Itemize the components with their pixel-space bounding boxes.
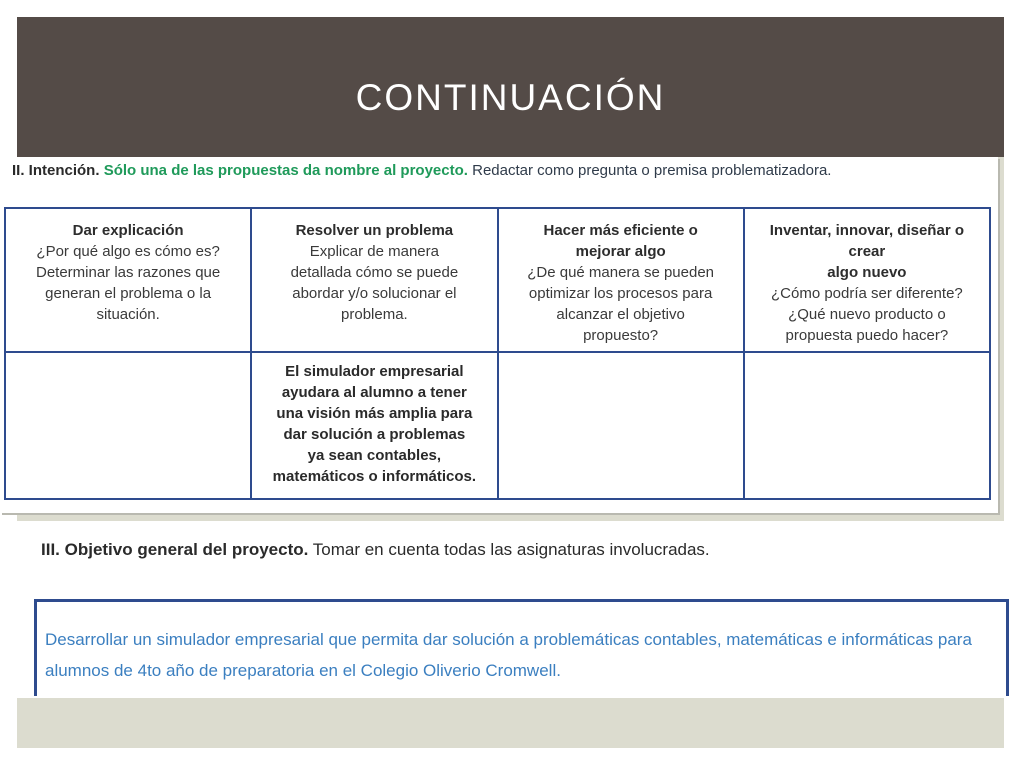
matrix-answer-row (5, 352, 990, 499)
title-bar (17, 17, 1004, 157)
section-2-heading (12, 162, 1002, 179)
section-3-number: III. Objetivo general del proyecto. (41, 540, 309, 559)
column-heading: Hacer más eficiente o mejorar algo (543, 222, 698, 260)
objective-text: Desarrollar un simulador empresarial que permita dar solución a problemáticas contables, matemáticas e informáticas para alumnos de 4to año de preparatoria en el Colegio Oliverio Cromwell. (45, 630, 972, 680)
column-description: ¿De qué manera se pueden optimizar los procesos para alcanzar el objetivo propuesto? (527, 264, 715, 344)
section-2-instruction: Redactar como pregunta o premisa problematizadora. (472, 162, 832, 179)
column-heading: Resolver un problema (295, 222, 454, 239)
matrix-header-row (5, 208, 990, 352)
column-description: Explicar de manera detallada cómo se puede abordar y/o solucionar el problema. (290, 243, 459, 323)
objective-box (34, 599, 1009, 696)
column-heading: Dar explicación (72, 222, 184, 239)
answer-cell-explain (5, 352, 251, 499)
matrix-cell-solve (251, 208, 497, 352)
matrix-cell-explain (5, 208, 251, 352)
column-description: ¿Cómo podría ser diferente? ¿Qué nuevo producto o propuesta puedo hacer? (770, 285, 963, 344)
answer-cell-invent (744, 352, 990, 499)
matrix-cell-improve (498, 208, 744, 352)
matrix-cell-invent (744, 208, 990, 352)
sage-bottom-band (17, 698, 1004, 748)
column-heading: Inventar, innovar, diseñar o crear algo nuevo (769, 222, 964, 281)
slide-title: CONTINUACIÓN (355, 77, 666, 118)
answer-cell-solve: El simulador empresarial ayudara al alumno a tener una visión más amplia para dar solución a problemas ya sean contables, matemáticos o informáticos. (251, 352, 497, 499)
intention-matrix (4, 207, 991, 500)
section-3-instruction: Tomar en cuenta todas las asignaturas involucradas. (312, 540, 710, 559)
section-2-number: II. Intención. (12, 162, 100, 179)
section-3-heading (41, 540, 1001, 560)
answer-cell-improve (498, 352, 744, 499)
section-2-highlight: Sólo una de las propuestas da nombre al proyecto. (103, 162, 468, 179)
column-description: ¿Por qué algo es cómo es? Determinar las razones que generan el problema o la situación. (35, 243, 221, 323)
